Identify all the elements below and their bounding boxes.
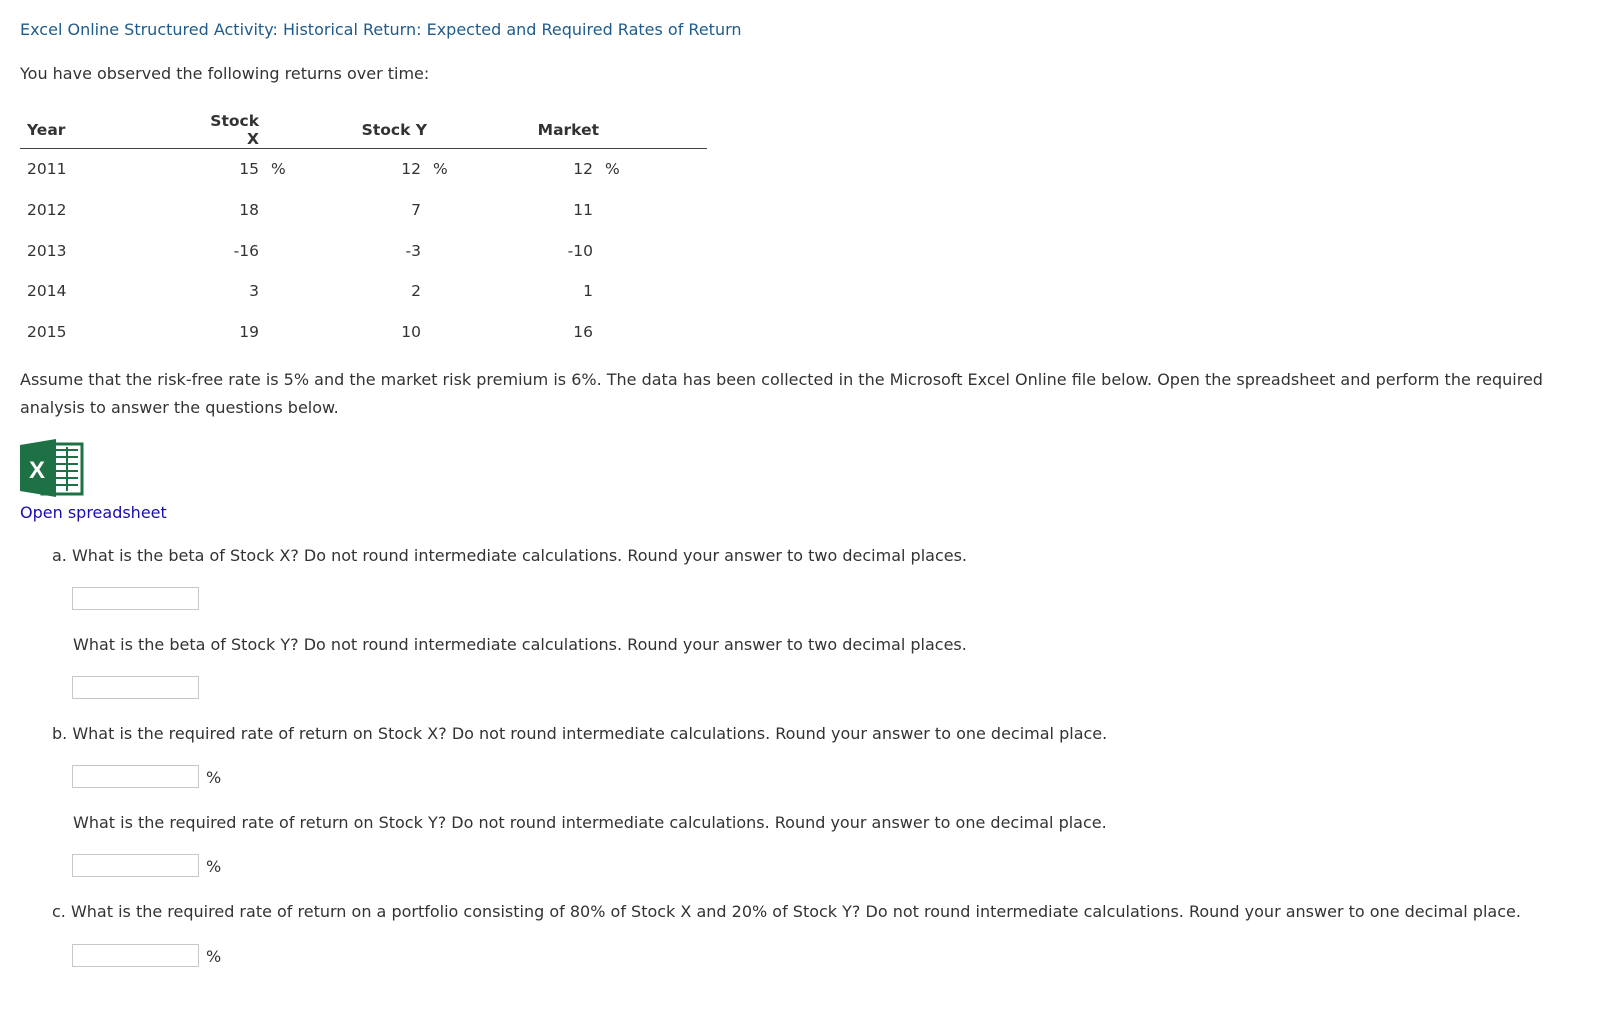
cell-stock-y: 10 bbox=[401, 323, 421, 342]
required-return-x-input[interactable] bbox=[72, 765, 199, 788]
table-row bbox=[20, 312, 707, 353]
header-stock-y: Stock Y bbox=[359, 112, 515, 149]
cell-stock-x: -16 bbox=[233, 241, 259, 260]
question-a-beta-x: a. What is the beta of Stock X? Do not round intermediate calculations. Round your answer to two decimal places. bbox=[52, 546, 968, 565]
open-spreadsheet-link[interactable]: Open spreadsheet bbox=[20, 503, 167, 522]
cell-year: 2015 bbox=[27, 323, 67, 342]
header-year: Year bbox=[20, 112, 197, 149]
page-title: Excel Online Structured Activity: Historical Return: Expected and Required Rates of Return bbox=[20, 20, 742, 39]
question-c-portfolio: c. What is the required rate of return on a portfolio consisting of 80% of Stock X and 20% of Stock Y? Do not round intermediate calculations. Round your answer to one decimal place. bbox=[52, 902, 1521, 921]
svg-text:X: X bbox=[28, 457, 46, 484]
cell-market: 11 bbox=[573, 201, 593, 220]
cell-year: 2011 bbox=[27, 160, 67, 179]
cell-year: 2012 bbox=[27, 201, 67, 220]
excel-icon[interactable] bbox=[20, 438, 84, 498]
percent-unit: % bbox=[206, 768, 222, 787]
table-row bbox=[20, 230, 707, 271]
cell-stock-x: 15 % bbox=[239, 160, 286, 179]
portfolio-return-input[interactable] bbox=[72, 944, 199, 967]
cell-market: 12 % bbox=[573, 160, 620, 179]
table-row bbox=[20, 149, 707, 190]
cell-stock-x: 18 bbox=[239, 201, 259, 220]
cell-stock-y: -3 bbox=[405, 241, 421, 260]
table-row bbox=[20, 190, 707, 231]
header-stock-x: Stock X bbox=[197, 112, 359, 149]
percent-unit: % bbox=[206, 857, 222, 876]
cell-stock-x: 19 bbox=[239, 323, 259, 342]
returns-table bbox=[20, 112, 707, 352]
percent-unit: % bbox=[206, 947, 222, 966]
question-a-beta-y: What is the beta of Stock Y? Do not round intermediate calculations. Round your answer to two decimal places. bbox=[73, 635, 967, 654]
assumption-text: Assume that the risk-free rate is 5% and the market risk premium is 6%. The data has been collected in the Microsoft Excel Online file below. Open the spreadsheet and perform the required analysis to answer the questions below. bbox=[20, 370, 1543, 417]
cell-market: -10 bbox=[567, 241, 593, 260]
question-b-required-y: What is the required rate of return on Stock Y? Do not round intermediate calculations. Round your answer to one decimal place. bbox=[73, 813, 1107, 832]
cell-stock-y: 7 bbox=[411, 201, 421, 220]
cell-market: 16 bbox=[573, 323, 593, 342]
table-header-row bbox=[20, 112, 707, 149]
cell-market: 1 bbox=[583, 282, 593, 301]
cell-stock-x: 3 bbox=[249, 282, 259, 301]
header-market: Market bbox=[515, 112, 707, 149]
table-row bbox=[20, 271, 707, 312]
beta-x-input[interactable] bbox=[72, 587, 199, 610]
cell-stock-y: 12 % bbox=[401, 160, 448, 179]
question-b-required-x: b. What is the required rate of return on Stock X? Do not round intermediate calculations. Round your answer to one decimal place. bbox=[52, 724, 1108, 743]
required-return-y-input[interactable] bbox=[72, 854, 199, 877]
cell-year: 2013 bbox=[27, 241, 67, 260]
cell-stock-y: 2 bbox=[411, 282, 421, 301]
beta-y-input[interactable] bbox=[72, 676, 199, 699]
cell-year: 2014 bbox=[27, 282, 67, 301]
intro-text: You have observed the following returns over time: bbox=[20, 64, 430, 83]
